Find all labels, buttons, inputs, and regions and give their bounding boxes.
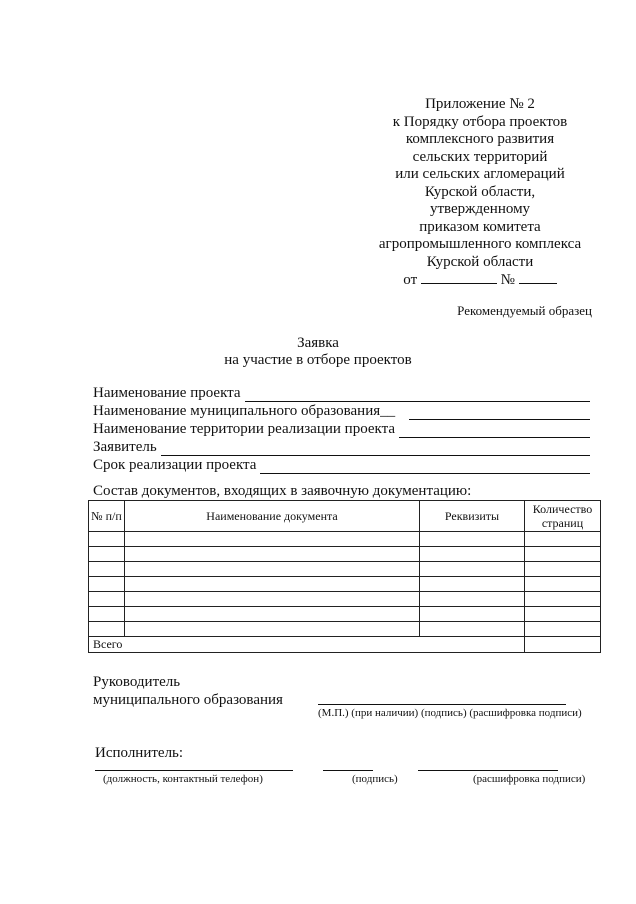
table-cell [125, 562, 420, 577]
field-blank [399, 424, 590, 438]
header-details: Реквизиты [420, 501, 525, 532]
executor-position-line [95, 770, 293, 771]
appendix-line: Приложение № 2 [425, 96, 535, 112]
field-label: Наименование проекта [93, 385, 241, 401]
table-cell [89, 532, 125, 547]
table-cell [525, 577, 601, 592]
date-prefix: от [403, 272, 418, 288]
executor-decoding-caption: (расшифровка подписи) [473, 773, 586, 785]
table-cell [525, 562, 601, 577]
executor-position-caption: (должность, контактный телефон) [103, 773, 263, 785]
table-row [89, 607, 601, 622]
executor-decoding-line [418, 770, 558, 771]
appendix-line: комплексного развития [405, 131, 555, 147]
table-total-row [89, 637, 601, 653]
field-blank [245, 388, 590, 402]
recommended-sample-label: Рекомендуемый образец [457, 303, 592, 318]
executor-label: Исполнитель: [95, 745, 184, 761]
table-cell [420, 547, 525, 562]
executor-signature-caption: (подпись) [352, 773, 398, 785]
table-cell [125, 577, 420, 592]
table-cell [89, 562, 125, 577]
appendix-line: Курской области [426, 253, 534, 270]
table-cell [420, 622, 525, 637]
table-cell [420, 577, 525, 592]
number-sign: № [500, 272, 515, 288]
document-subtitle: на участие в отборе проектов [224, 352, 412, 368]
header-pages: Количество страниц [525, 501, 601, 532]
table-row [89, 562, 601, 577]
appendix-line: приказом комитета [419, 218, 541, 235]
table-row [89, 592, 601, 607]
table-cell [525, 532, 601, 547]
head-signature-line [318, 704, 566, 705]
table-row [89, 547, 601, 562]
table-cell [89, 577, 125, 592]
table-row [89, 622, 601, 637]
field-label: Заявитель [93, 439, 157, 455]
field-label: Наименование муниципального образования__ [93, 403, 396, 419]
number-blank [519, 271, 557, 284]
field-term [93, 456, 590, 474]
documents-table [88, 500, 601, 653]
header-num: № п/п [89, 501, 125, 532]
table-cell [89, 547, 125, 562]
table-cell [420, 562, 525, 577]
field-label: Срок реализации проекта [93, 457, 257, 473]
appendix-line: сельских территорий [412, 148, 548, 165]
table-row [89, 577, 601, 592]
total-label: Всего [89, 637, 525, 653]
table-cell [89, 607, 125, 622]
table-cell [525, 592, 601, 607]
table-cell [125, 622, 420, 637]
table-cell [420, 592, 525, 607]
table-cell [525, 607, 601, 622]
executor-signature-line [323, 770, 373, 771]
total-pages-cell [525, 637, 601, 653]
field-applicant [93, 438, 590, 456]
head-label-line1: Руководитель [93, 674, 181, 690]
appendix-line: утвержденному [429, 201, 531, 217]
table-row [89, 532, 601, 547]
field-blank [409, 406, 590, 420]
appendix-line: к Порядку отбора проектов [392, 113, 568, 130]
appendix-line: агропромышленного комплекса [378, 236, 582, 252]
appendix-block [360, 96, 600, 290]
documents-caption: Состав документов, входящих в заявочную документацию: [93, 483, 472, 499]
table-cell [420, 532, 525, 547]
document-title: Заявка [297, 335, 339, 351]
appendix-line: или сельских агломераций [395, 166, 565, 182]
field-blank [260, 460, 590, 474]
field-blank [161, 442, 590, 456]
table-header-row [89, 501, 601, 532]
field-project-name [93, 384, 590, 402]
table-cell [89, 592, 125, 607]
table-cell [125, 547, 420, 562]
table-cell [125, 532, 420, 547]
field-municipality [93, 402, 590, 420]
field-label: Наименование территории реализации проекта [93, 421, 396, 437]
table-cell [525, 547, 601, 562]
table-cell [89, 622, 125, 637]
header-name: Наименование документа [125, 501, 420, 532]
field-territory [93, 420, 590, 438]
head-signature-caption: (М.П.) (при наличии) (подпись) (расшифровка подписи) [318, 707, 582, 719]
table-cell [420, 607, 525, 622]
head-label-line2: муниципального образования [93, 692, 283, 708]
table-cell [125, 592, 420, 607]
date-blank [421, 271, 497, 284]
table-cell [125, 607, 420, 622]
table-cell [525, 622, 601, 637]
appendix-line: Курской области, [424, 183, 536, 200]
appendix-date-line [360, 271, 600, 290]
